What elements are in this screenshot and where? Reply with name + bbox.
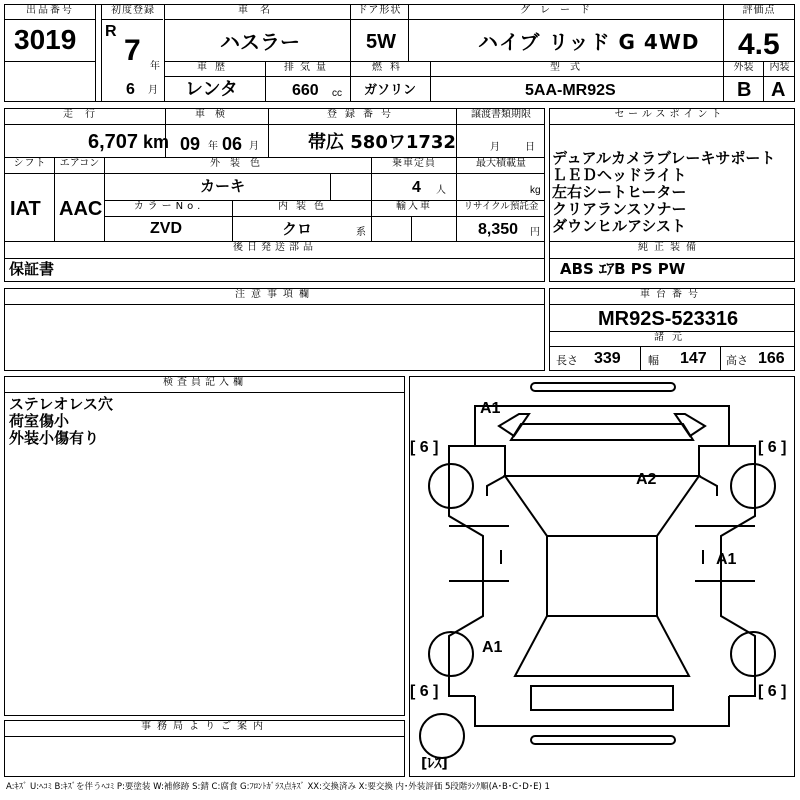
- first-reg-month: 6: [126, 81, 135, 98]
- door-value: 5W: [366, 31, 396, 53]
- tire-front-right: [ 6 ]: [758, 439, 787, 456]
- length-label: 長さ: [556, 354, 578, 367]
- score-label: 評価点: [728, 6, 790, 16]
- legend-text: A:ｷｽﾞ U:ﾍｺﾐ B:ｷｽﾞを伴うﾍｺﾐ P:要塗装 W:補修跡 S:錆 C:腐食 G:ﾌﾛﾝﾄｶﾞﾗｽ点ｷｽﾞ XX:交換済み X:要交換 内･外装評価 5段階ﾗﾝｸ順(A･B･C･D･E) 1: [6, 782, 550, 792]
- grade-label: グレード: [510, 6, 610, 16]
- max-load-label: 最大積載量: [460, 159, 542, 169]
- width-value: 147: [680, 350, 707, 367]
- model-label: 型式: [540, 63, 600, 73]
- capacity-value: 4: [412, 179, 421, 196]
- interior-label: 内装: [765, 63, 794, 73]
- inspection-year: 09: [180, 134, 201, 154]
- door-label: ドア形状: [353, 6, 406, 16]
- aircon-label: エアコン: [57, 159, 102, 169]
- displacement-unit: cc: [332, 88, 342, 99]
- car-name-value: ハスラー: [220, 30, 300, 54]
- first-reg-year-unit: 年: [150, 61, 160, 72]
- mileage-unit: km: [143, 132, 170, 152]
- first-reg-era: R: [105, 23, 117, 40]
- car-name-label: 車名: [230, 6, 290, 16]
- sales-point-1: デュアルカメラブレーキサポート: [552, 149, 776, 167]
- capacity-unit: 人: [436, 185, 446, 196]
- first-reg-label: 初度登録: [104, 6, 162, 16]
- chassis-label: 車台番号: [620, 290, 724, 300]
- inspection-month: 06: [222, 134, 243, 154]
- mileage-label: 走行: [60, 110, 110, 120]
- color-no-value: ZVD: [150, 220, 182, 237]
- history-label: 車歴: [190, 63, 240, 73]
- interior-color-label: 内装色: [270, 202, 340, 212]
- inspection-year-unit: 年: [208, 141, 218, 152]
- transfer-label: 譲渡書類期限: [460, 110, 542, 120]
- shift-label: シフト: [8, 159, 52, 169]
- sales-points-label: セールスポイント: [600, 110, 740, 120]
- exterior-value: B: [737, 79, 752, 101]
- sales-point-2: ＬＥＤヘッドライト: [552, 166, 687, 184]
- lot-no-label: 出品番号: [8, 6, 92, 16]
- inspector-line-2: 荷室傷小: [9, 412, 70, 430]
- damage-mark-a1-right: A1: [716, 551, 737, 568]
- interior-color-unit: 系: [356, 227, 366, 238]
- interior-value: A: [771, 79, 786, 101]
- displacement-value: 660: [292, 82, 319, 99]
- max-load-unit: kg: [530, 185, 541, 196]
- fuel-label: 燃料: [360, 63, 420, 73]
- inspection-month-unit: 月: [249, 141, 259, 152]
- shift-value: IAT: [10, 198, 41, 220]
- aircon-value: AAC: [59, 198, 103, 220]
- recycle-unit: 円: [530, 227, 540, 238]
- inspector-label: 検査員記入欄: [150, 378, 260, 388]
- car-diagram: [409, 376, 795, 777]
- tire-rear-left: [ 6 ]: [410, 683, 439, 700]
- sales-point-4: クリアランスソナー: [552, 200, 687, 218]
- damage-mark-a1-front: A1: [480, 400, 501, 417]
- equipment-label: 純正装備: [610, 243, 730, 253]
- mileage-value: 6,707: [88, 131, 139, 153]
- damage-mark-a1-left: A1: [482, 639, 503, 656]
- capacity-label: 乗車定員: [374, 159, 454, 169]
- notes-box: [4, 288, 545, 371]
- recycle-label: リサイクル預託金: [458, 202, 544, 212]
- spare-tire: [ﾚｽ]: [421, 756, 448, 772]
- inspector-line-1: ステレオレス穴: [9, 395, 113, 413]
- interior-color-value: クロ: [282, 220, 313, 238]
- later-parts-label: 後日発送部品: [220, 243, 330, 253]
- model-value: 5AA-MR92S: [525, 82, 616, 99]
- exterior-label: 外装: [726, 63, 761, 73]
- tire-front-left: [ 6 ]: [410, 439, 439, 456]
- info-table: [4, 108, 545, 282]
- lot-no-value: 3019: [14, 24, 77, 55]
- displacement-label: 排気量: [272, 63, 344, 73]
- damage-mark-a2-roof: A2: [636, 471, 657, 488]
- width-label: 幅: [648, 354, 659, 367]
- fuel-value: ガソリン: [364, 83, 417, 98]
- history-value: レンタ: [185, 79, 238, 100]
- grade-value: ハイブ リッド G 4WD: [478, 30, 700, 54]
- office-label: 事務局よりご案内: [120, 722, 290, 732]
- first-reg-month-unit: 月: [148, 85, 158, 96]
- inspector-line-3: 外装小傷有り: [9, 429, 100, 447]
- recycle-value: 8,350: [478, 221, 519, 238]
- later-parts-value: 保証書: [9, 260, 55, 278]
- color-value: カーキ: [200, 177, 246, 195]
- registration-value: 帯広 580ワ1732: [308, 132, 456, 153]
- score-value: 4.5: [738, 28, 780, 61]
- sales-point-5: ダウンヒルアシスト: [552, 217, 686, 235]
- transfer-month-unit: 月: [490, 142, 500, 153]
- registration-label: 登録番号: [320, 110, 406, 120]
- import-label: 輸入車: [376, 202, 452, 212]
- specs-label: 諸元: [650, 333, 694, 343]
- sales-point-3: 左右シートヒーター: [552, 183, 687, 201]
- height-value: 166: [758, 350, 785, 367]
- notes-label: 注意事項欄: [220, 290, 330, 300]
- first-reg-year: 7: [124, 34, 141, 67]
- tire-rear-right: [ 6 ]: [758, 683, 787, 700]
- transfer-day-unit: 日: [525, 142, 535, 153]
- equipment-value: ABS ｴｱB PS PW: [560, 260, 686, 278]
- color-no-label: カラーNo.: [112, 202, 226, 212]
- height-label: 高さ: [726, 354, 748, 367]
- color-label: 外装色: [200, 159, 280, 169]
- length-value: 339: [594, 350, 621, 367]
- chassis-value: MR92S-523316: [598, 308, 739, 330]
- inspection-label: 車検: [190, 110, 240, 120]
